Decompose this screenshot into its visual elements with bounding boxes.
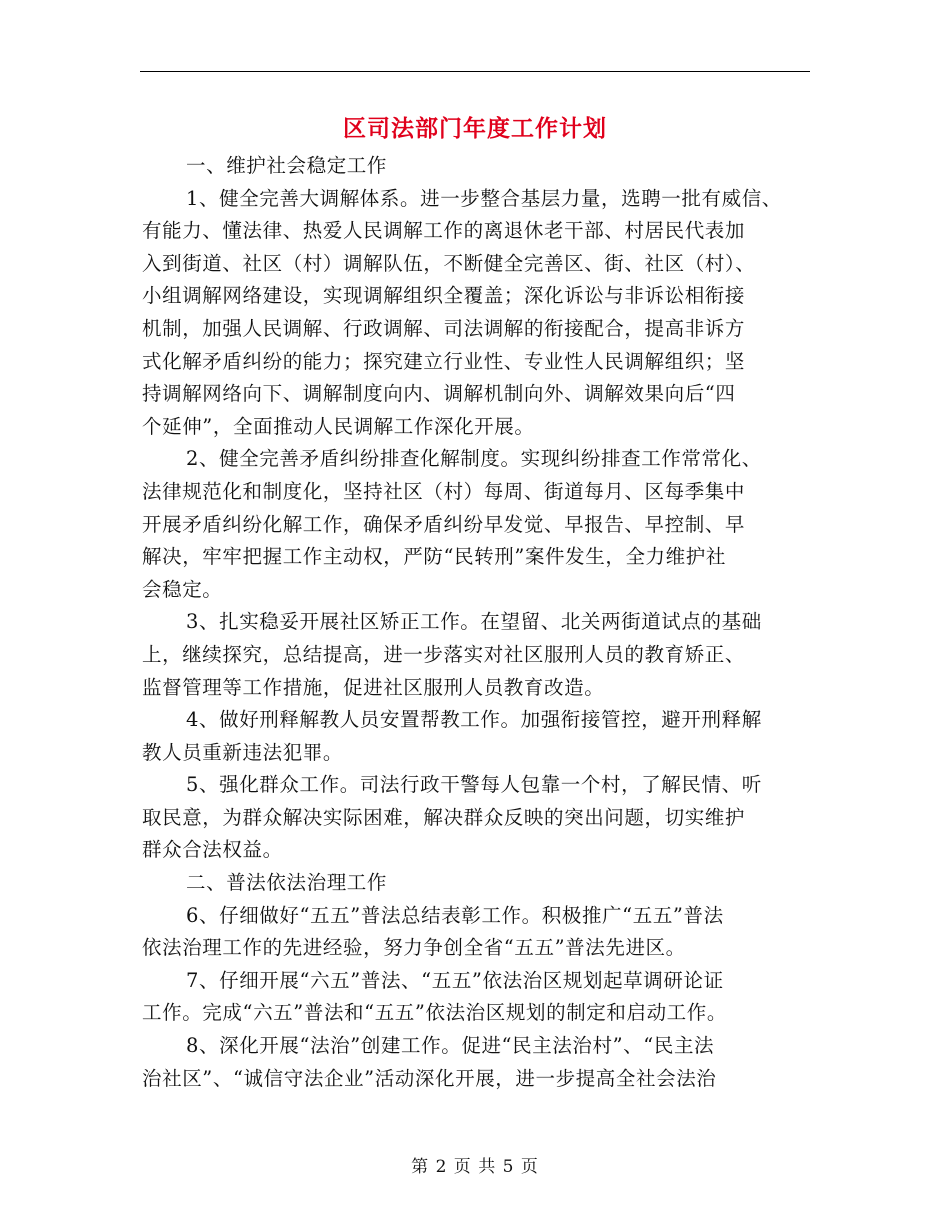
text-line: 7、仔细开展“六五”普法、“五五”依法治区规划起草调研论证 xyxy=(186,968,724,992)
text-line: 法律规范化和制度化，坚持社区（村）每周、街道每月、区每季集中 xyxy=(142,479,746,503)
text-line: 机制，加强人民调解、行政调解、司法调解的衔接配合，提高非诉方 xyxy=(142,316,746,340)
text-line: 工作。完成“六五”普法和“五五”依法治区规划的制定和启动工作。 xyxy=(142,1001,727,1025)
text-line: 入到街道、社区（村）调解队伍，不断健全完善区、街、社区（村）、 xyxy=(142,251,756,275)
text-line: 有能力、懂法律、热爱人民调解工作的离退休老干部、村居民代表加 xyxy=(142,219,746,243)
text-line: 依法治理工作的先进经验，努力争创全省“五五”普法先进区。 xyxy=(142,936,686,960)
text-line: 治社区”、“诚信守法企业”活动深化开展，进一步提高全社会法治 xyxy=(142,1066,717,1090)
text-line: 8、深化开展“法治”创建工作。促进“民主法治村”、“民主法 xyxy=(186,1034,715,1058)
text-line: 5、强化群众工作。司法行政干警每人包靠一个村，了解民情、听 xyxy=(186,773,762,797)
text-line: 3、扎实稳妥开展社区矫正工作。在望留、北关两街道试点的基础 xyxy=(186,610,762,634)
text-line: 式化解矛盾纠纷的能力；探究建立行业性、专业性人民调解组织；坚 xyxy=(142,349,746,373)
document-title: 区司法部门年度工作计划 xyxy=(343,115,607,142)
text-line: 个延伸”，全面推动人民调解工作深化开展。 xyxy=(142,414,535,438)
text-line: 监督管理等工作措施，促进社区服刑人员教育改造。 xyxy=(142,675,605,699)
text-line: 一、维护社会稳定工作 xyxy=(186,154,388,177)
text-line: 小组调解网络建设，实现调解组织全覆盖；深化诉讼与非诉讼相衔接 xyxy=(142,284,746,308)
text-line: 取民意，为群众解决实际困难，解决群众反映的突出问题，切实维护 xyxy=(142,805,746,829)
header-rule xyxy=(140,71,810,72)
text-line: 解决，牢牢把握工作主动权，严防“民转刑”案件发生，全力维护社 xyxy=(142,545,726,569)
text-line: 1、健全完善大调解体系。进一步整合基层力量，选聘一批有威信、 xyxy=(186,186,782,210)
text-line: 群众合法权益。 xyxy=(142,838,283,862)
text-line: 教人员重新违法犯罪。 xyxy=(142,740,344,764)
text-line: 上，继续探究，总结提高，进一步落实对社区服刑人员的教育矫正、 xyxy=(142,642,746,666)
text-line: 2、健全完善矛盾纠纷排查化解制度。实现纠纷排查工作常常化、 xyxy=(186,447,762,471)
text-line: 二、普法依法治理工作 xyxy=(186,871,388,895)
document-body xyxy=(142,150,810,1095)
text-line: 6、仔细做好“五五”普法总结表彰工作。积极推广“五五”普法 xyxy=(186,903,724,927)
page-number: 第 2 页 共 5 页 xyxy=(411,1157,539,1177)
text-line: 会稳定。 xyxy=(142,577,223,601)
text-line: 开展矛盾纠纷化解工作，确保矛盾纠纷早发觉、早报告、早控制、早 xyxy=(142,512,746,536)
text-line: 4、做好刑释解教人员安置帮教工作。加强衔接管控，避开刑释解 xyxy=(186,708,762,732)
text-line: 持调解网络向下、调解制度向内、调解机制向外、调解效果向后“四 xyxy=(142,382,736,406)
